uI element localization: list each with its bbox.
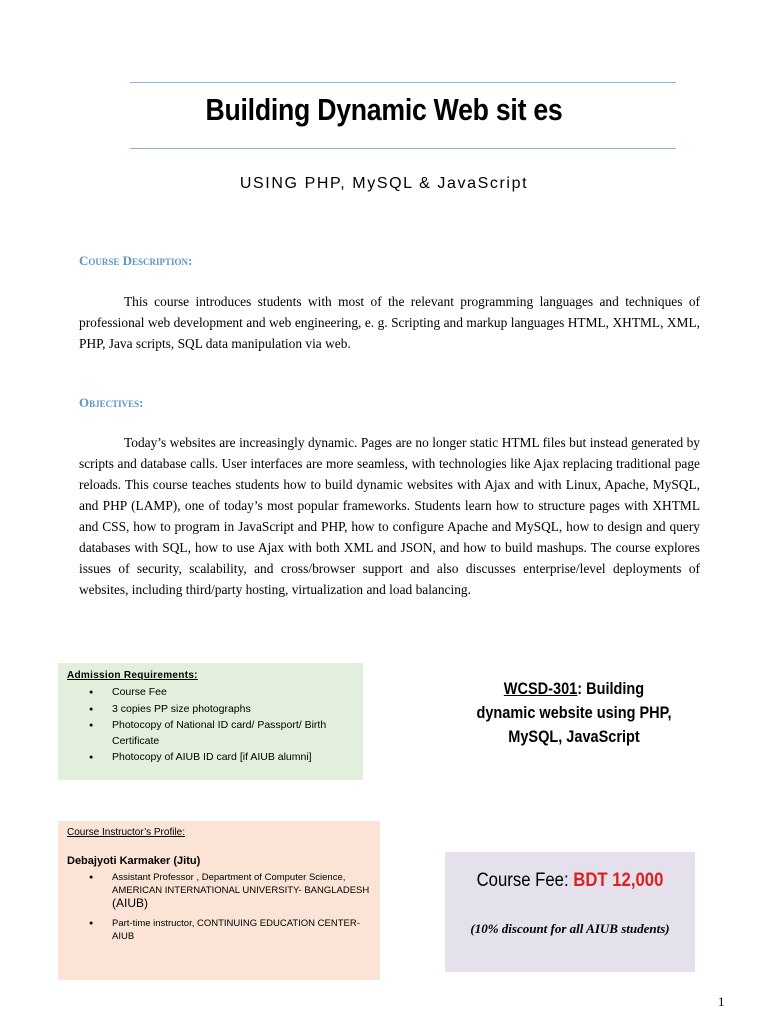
discount-note: (10% discount for all AIUB students) (470, 921, 670, 936)
page-number: 1 (718, 994, 725, 1009)
course-code-line1-rest: : Building (577, 680, 645, 698)
admission-requirements-list (58, 685, 352, 767)
course-code-title (456, 677, 692, 749)
instructor-profile-heading: Course Instructor’s Profile: (67, 827, 186, 838)
course-code-line2: dynamic website using PHP, (476, 704, 672, 722)
instructor-position: Assistant Professor , Department of Computer Science, AMERICAN INTERNATIONAL UNIVERSITY- BANGLADESH (112, 872, 370, 896)
list-item: ● 3 copies PP size photographs (58, 702, 352, 718)
title-bottom-rule (130, 148, 676, 149)
page-title: Building Dynamic Web sit es (205, 92, 563, 127)
objectives-text: Today’s websites are increasingly dynamic. Pages are no longer static HTML files but instead generated by scripts and database calls. User interfaces are more seamless, with technologies like Ajax replacing traditional page reloads. This course teaches students how to build dynamic websites with Ajax and with Linux, Apache, MySQL, and PHP (LAMP), one of today’s most popular frameworks. Students learn how to structure pages with XHTML and CSS, how to program in JavaScript and PHP, how to configure Apache and MySQL, how to design and query databases with SQL, how to use Ajax with both XML and JSON, and how to build mashups. The course explores issues of security, scalability, and cross/browser support and also discusses enterprise/level deployments of websites, including third/party hosting, virtualization and load balancing. (79, 435, 700, 597)
instructor-university-abbr: (AIUB) (112, 896, 148, 910)
course-description-text: This course introduces students with most of the relevant programming languages and techniques of professional web development and web engineering, e. g. Scripting and markup languages HTML, XHTML, XML, PHP, Java scripts, SQL data manipulation via web. (79, 294, 700, 351)
course-fee-amount: BDT 12,000 (573, 870, 664, 891)
admission-requirements-title: Admission Requirements: (67, 670, 198, 681)
instructor-name: Debajyoti Karmaker (Jitu) (67, 855, 201, 867)
page-subtitle: USING PHP, MySQL & JavaScript (239, 175, 529, 192)
objectives-heading: Objectives: (79, 395, 144, 410)
list-item: ● Part-time instructor, CONTINUING EDUCATION CENTER- AIUB (58, 917, 374, 943)
course-code-line3: MySQL, JavaScript (508, 728, 640, 746)
list-item: ● Photocopy of AIUB ID card [if AIUB alumni] (58, 750, 352, 766)
list-item: ● Photocopy of National ID card/ Passport/ Birth Certificate (58, 718, 352, 749)
instructor-details-list (58, 871, 374, 949)
instructor-profile-box (58, 821, 380, 980)
course-code: WCSD-301 (503, 680, 578, 698)
course-fee-box (445, 852, 695, 972)
course-fee-label: Course Fee: (476, 870, 574, 891)
course-description-heading: Course Description: (79, 253, 193, 268)
list-item (58, 871, 374, 911)
title-top-rule (130, 82, 676, 83)
admission-requirements-box (58, 663, 363, 780)
list-item: ● Course Fee (58, 685, 352, 701)
course-fee-line (460, 870, 680, 892)
